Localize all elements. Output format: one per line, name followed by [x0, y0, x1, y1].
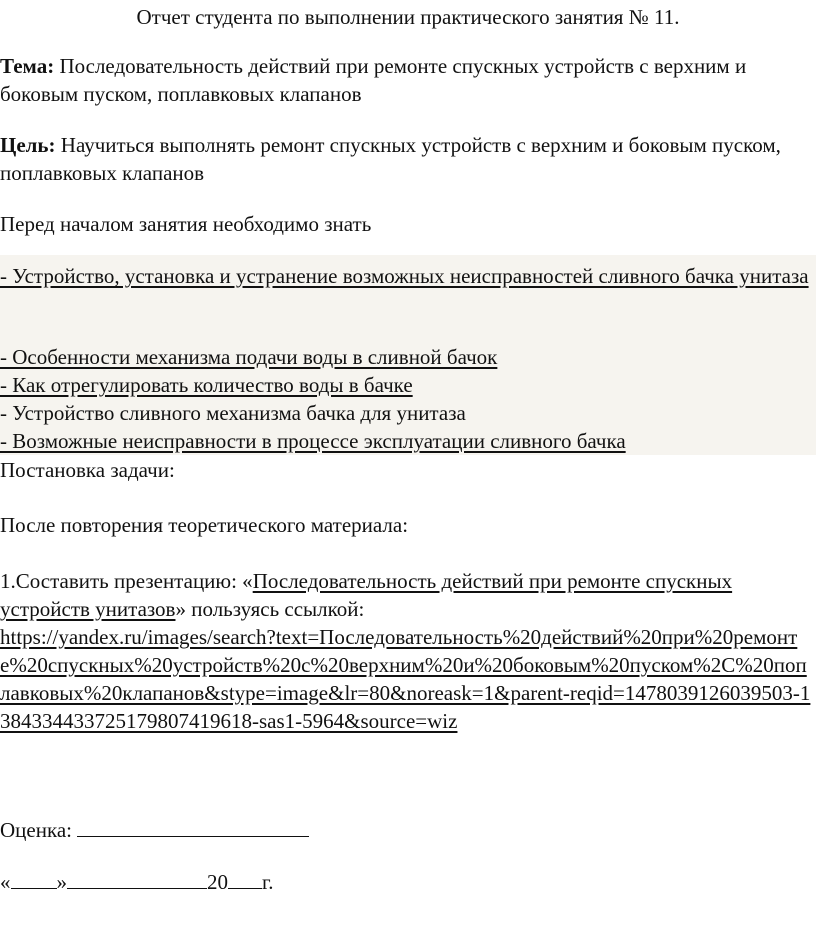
year-blank[interactable] [228, 866, 262, 889]
topic-text: Последовательность действий при ремонте спускных устройств с верхним и боковым пуском, поплавковых клапанов [0, 54, 747, 106]
topic-label: Тема: [0, 54, 55, 78]
item-text: - Устройство сливного механизма бачка для унитаза [0, 401, 466, 425]
year-suffix: г. [262, 870, 274, 894]
goal-label: Цель: [0, 133, 56, 157]
task-heading: Постановка задачи: [0, 458, 175, 482]
topic-paragraph [0, 52, 812, 108]
report-title: Отчет студента по выполнении практического занятия № 11. [136, 5, 680, 29]
goal-text: Научиться выполнять ремонт спускных устройств с верхним и боковым пуском, поплавковых клапанов [0, 133, 781, 185]
goal-paragraph [0, 131, 812, 187]
grade-line [0, 814, 812, 844]
after-theory: После повторения теоретического материала: [0, 513, 409, 537]
link-item[interactable] [0, 262, 812, 290]
month-blank[interactable] [67, 866, 207, 889]
link-text[interactable]: - Как отрегулировать количество воды в бачке [0, 373, 413, 397]
link-item[interactable] [0, 371, 812, 399]
list-item [0, 399, 812, 427]
link-item[interactable] [0, 427, 812, 455]
step-1-suffix: » пользуясь ссылкой: [175, 597, 365, 621]
reference-url-link[interactable]: https://yandex.ru/images/search?text=Последовательность%20действий%20при%20ремонте%20спускных%20устройств%20с%20верхним%20и%20боковым%20пуском%2C%20поплавковых%20клапанов&stype=image&lr=80&noreask=1&parent-reqid=1478039126039503-1384334433725179807419618-sas1-5964&source=wiz [0, 625, 811, 733]
step-1-prefix: 1.Составить презентацию: « [0, 569, 253, 593]
link-text[interactable]: - Особенности механизма подачи воды в сливной бачок [0, 345, 498, 369]
grade-label: Оценка: [0, 818, 73, 842]
day-blank[interactable] [11, 866, 57, 889]
year-prefix: 20 [207, 870, 228, 894]
date-open-quote: « [0, 870, 11, 894]
date-line [0, 866, 812, 896]
date-close-quote: » [56, 870, 67, 894]
link-text[interactable]: - Устройство, установка и устранение возможных неисправностей сливного бачка унитаза [0, 264, 809, 288]
link-item[interactable] [0, 343, 812, 371]
step-1-paragraph [0, 567, 812, 623]
grade-blank[interactable] [77, 814, 309, 837]
presentation-link[interactable]: Последовательность действий при ремонте спускных устройств унитазов [0, 569, 733, 621]
before-intro: Перед началом занятия необходимо знать [0, 212, 372, 236]
reference-url-block [0, 623, 816, 735]
link-text[interactable]: - Возможные неисправности в процессе эксплуатации сливного бачка [0, 429, 626, 453]
